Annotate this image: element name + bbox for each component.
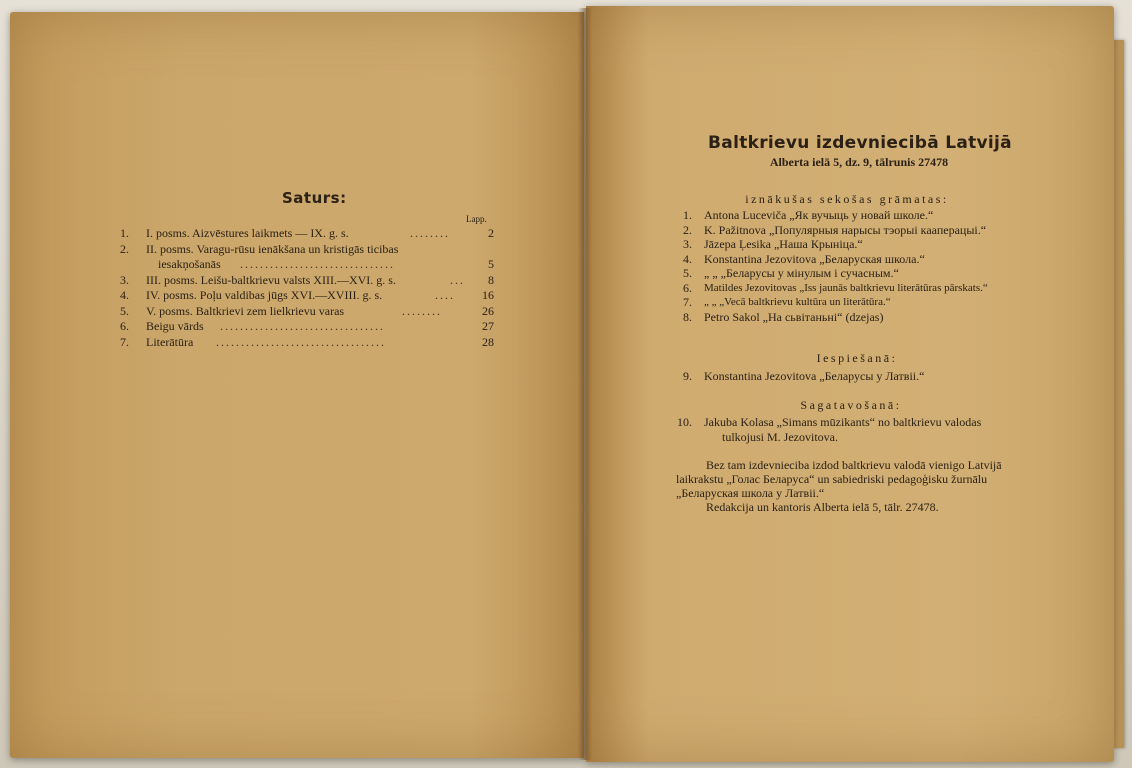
list-item — [676, 208, 1026, 223]
toc-entry-text: Literātūra — [146, 334, 194, 349]
note-line: „Беларуская школа у Латвіі.“ — [676, 486, 825, 500]
toc-entry-page: 28 — [482, 334, 494, 349]
toc-entry — [120, 273, 496, 289]
toc-entry-number: 3. — [120, 272, 129, 287]
list-item — [676, 295, 1026, 310]
list-item — [676, 369, 1026, 384]
item-text: tulkojusi M. Jezovitova. — [722, 429, 838, 444]
toc-entry — [120, 288, 496, 304]
leader-dots: .................................. — [216, 334, 386, 349]
toc-entry-text: iesakņošanās — [158, 257, 221, 271]
leader-dots: ................................. — [220, 319, 385, 333]
leader-dots: ............................... — [240, 257, 395, 271]
toc-entry-page: 2 — [488, 226, 494, 240]
list-item — [676, 237, 1026, 252]
item-number: 5. — [683, 266, 692, 280]
list-item — [676, 252, 1026, 267]
item-number: 8. — [683, 309, 692, 324]
item-number: 9. — [683, 369, 692, 383]
item-number: 2. — [683, 222, 692, 237]
item-text: Konstantina Jezovitova „Беларуская школа.“ — [704, 251, 925, 266]
toc-entry — [120, 226, 496, 242]
note-line: laikrakstu „Голас Беларуса“ un sabiedriski pedagoģisku žurnālu — [676, 472, 988, 486]
toc-entry-text: II. posms. Varagu-rūsu ienākšana un kristigās ticibas — [146, 241, 399, 256]
item-text: Konstantina Jezovitova „Беларусы у Латвіі.“ — [704, 369, 925, 383]
toc-entry-number: 6. — [120, 319, 129, 333]
item-text: „ „ „Беларусы у мінулым і сучасным.“ — [704, 266, 899, 280]
book-spine — [578, 8, 592, 760]
preparation-books-list — [676, 415, 1026, 444]
address-line: Redakcija un kantoris Alberta ielā 5, tālr. 27478. — [706, 500, 939, 514]
toc-entry — [120, 304, 496, 320]
item-number: 1. — [683, 208, 692, 222]
leader-dots: ........ — [402, 303, 442, 318]
list-item — [676, 281, 1026, 296]
publisher-address: Alberta ielā 5, dz. 9, tālrunis 27478 — [769, 155, 949, 169]
toc-entry-text: Beigu vārds — [146, 319, 204, 333]
item-number: 7. — [683, 295, 692, 309]
toc-entry-text: I. posms. Aizvēstures laikmets — IX. g. s. — [146, 226, 349, 240]
section-heading-preparation: Sagatavošanā: — [800, 398, 902, 412]
item-number: 10. — [677, 415, 692, 429]
section-heading-printing: Iespiešanā: — [816, 351, 898, 365]
leader-dots: ........ — [410, 226, 450, 240]
toc-entry-text: V. posms. Baltkrievi zem lielkrievu varas — [146, 303, 345, 318]
section-heading-published: iznākušas sekošas grāmatas: — [745, 192, 949, 206]
toc-entry-page: 8 — [488, 272, 494, 287]
publisher-title: Baltkrievu izdevniecibā Latvijā — [708, 133, 1012, 153]
item-text: Jāzepa Ļesika „Наша Крыніца.“ — [704, 237, 863, 251]
item-number: 6. — [683, 280, 692, 295]
note-line: Bez tam izdevnieciba izdod baltkrievu valodā vienigo Latvijā — [706, 458, 1002, 472]
item-text: Jakuba Kolasa „Simans mūzikants“ no baltkrievu valodas — [704, 415, 982, 429]
published-books-list — [676, 208, 1026, 324]
contents-title: Saturs: — [282, 189, 347, 207]
toc-entry — [120, 335, 496, 351]
left-page — [10, 12, 584, 758]
item-text: Matildes Jezovitovas „Iss jaunās baltkrievu literātūras pārskats.“ — [704, 281, 988, 294]
toc-entry-number: 5. — [120, 303, 129, 318]
list-item — [676, 430, 1026, 445]
item-text: K. Pažitnova „Популярныя нарысы тэорыі кааперацыі.“ — [704, 222, 987, 237]
toc-entry-number: 2. — [120, 241, 129, 256]
toc-entry-page: 26 — [482, 303, 494, 318]
page-column-label: Lapp. — [466, 214, 487, 224]
toc-entry-number: 4. — [120, 288, 129, 302]
item-number: 3. — [683, 237, 692, 251]
item-text: Antona Lucevičа „Як вучыць у новай школе.“ — [704, 208, 934, 222]
toc-entry — [120, 319, 496, 335]
list-item — [676, 415, 1026, 430]
toc-entry-number: 1. — [120, 226, 129, 240]
right-page — [586, 6, 1114, 762]
leader-dots: ... — [450, 272, 465, 287]
list-item — [676, 266, 1026, 281]
toc-entry — [120, 257, 496, 273]
toc-entry — [120, 242, 496, 258]
printing-books-list — [676, 369, 1026, 384]
item-text: „ „ „Vecā baltkrievu kultūra un literātūra.“ — [704, 296, 891, 308]
toc-entry-text: III. posms. Leišu-baltkrievu valsts XIII.—XVI. g. s. — [146, 272, 396, 287]
table-of-contents — [120, 226, 496, 350]
toc-entry-page: 27 — [482, 319, 494, 333]
toc-entry-number: 7. — [120, 334, 129, 349]
leader-dots: .... — [435, 288, 455, 302]
item-number: 4. — [683, 251, 692, 266]
toc-entry-text: IV. posms. Poļu valdibas jūgs XVI.—XVIII. g. s. — [146, 288, 383, 302]
toc-entry-page: 16 — [482, 288, 494, 302]
toc-entry-page: 5 — [488, 257, 494, 271]
list-item — [676, 223, 1026, 238]
item-text: Petro Sakol „На сьвітаньні“ (dzejas) — [704, 309, 884, 324]
list-item — [676, 310, 1026, 325]
